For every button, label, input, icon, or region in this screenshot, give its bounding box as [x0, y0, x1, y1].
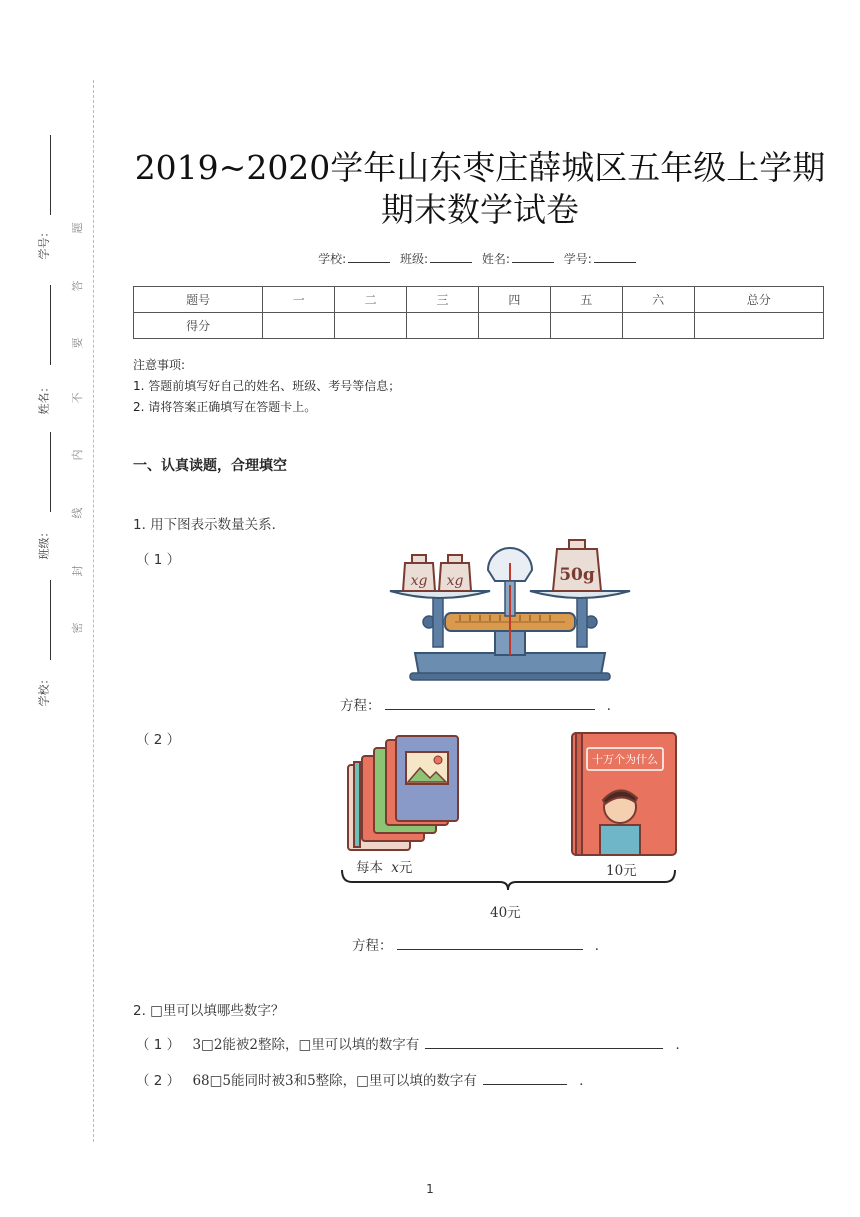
- score-header-cell: 二: [335, 287, 407, 313]
- school-field-label: 学校:: [318, 252, 347, 266]
- score-cell[interactable]: [694, 313, 823, 339]
- question-2-part2-end: ．: [579, 1073, 593, 1089]
- balance-scale-illustration: [385, 535, 635, 685]
- seal-word: 不: [71, 392, 84, 404]
- school-blank[interactable]: [348, 252, 390, 263]
- seal-line-text: [70, 180, 84, 660]
- score-table: [133, 286, 824, 339]
- score-header-cell: 五: [550, 287, 622, 313]
- page-number: 1: [426, 1182, 434, 1196]
- question-1-stem: 1. 用下图表示数量关系．: [133, 517, 286, 533]
- question-1-part2-label: （ 2 ）: [136, 732, 181, 748]
- binding-dashed-line: [93, 80, 94, 1142]
- score-cell[interactable]: [550, 313, 622, 339]
- books-variable: x: [391, 860, 399, 876]
- score-header-cell: 一: [263, 287, 335, 313]
- red-book-price: 10元: [606, 863, 637, 879]
- score-header-cell: 三: [407, 287, 479, 313]
- score-cell[interactable]: [478, 313, 550, 339]
- question-2-part1-label: （ 1 ）: [136, 1037, 181, 1053]
- class-label: 班级：: [37, 526, 51, 560]
- score-table-header-row: [134, 287, 824, 313]
- notes-heading: 注意事项:: [133, 358, 186, 372]
- equation-1-line: [340, 694, 620, 714]
- books-price-label: [356, 856, 412, 876]
- score-row-label: 得分: [134, 313, 263, 339]
- class-rule: [50, 432, 51, 512]
- name-label: 姓名：: [37, 381, 51, 415]
- score-header-cell: 总分: [694, 287, 823, 313]
- page-title-line1: 2019~2020学年山东枣庄薛城区五年级上学期: [134, 148, 826, 187]
- total-price: 40元: [490, 905, 521, 921]
- seal-word: 要: [71, 337, 84, 349]
- red-book-title: 十万个为什么: [592, 753, 658, 766]
- name-rule: [50, 285, 51, 365]
- equation-1-label: 方程：: [340, 698, 381, 714]
- score-cell[interactable]: [407, 313, 479, 339]
- question-2-part1-end: ．: [675, 1037, 690, 1053]
- right-weight-label: 50g: [559, 565, 595, 585]
- seal-word: 题: [71, 222, 84, 234]
- left-weight-label-1: xg: [410, 573, 428, 589]
- seal-word: 线: [71, 507, 84, 519]
- equation-2-blank[interactable]: [397, 937, 583, 950]
- equation-2-label: 方程：: [352, 938, 393, 954]
- class-field-label: 班级:: [400, 252, 429, 266]
- equation-2-end: ．: [594, 938, 609, 954]
- school-label: 学校：: [37, 673, 51, 707]
- class-blank[interactable]: [430, 252, 472, 263]
- score-table-row: [134, 313, 824, 339]
- question-2-part2: [136, 1069, 593, 1089]
- student-number-rule: [50, 135, 51, 215]
- notes-item: 2. 请将答案正确填写在答题卡上。: [133, 400, 317, 414]
- books-each-text: 每本: [356, 860, 383, 876]
- question-2-part1: [136, 1033, 689, 1053]
- seal-word: 封: [71, 565, 84, 577]
- score-header-cell: 题号: [134, 287, 263, 313]
- page-title-line2: 期末数学试卷: [381, 190, 579, 229]
- left-weight-label-2: xg: [446, 573, 464, 589]
- score-cell[interactable]: [335, 313, 407, 339]
- section-heading: 一、认真读题，合理填空: [133, 458, 287, 474]
- books-unit: 元: [398, 860, 413, 876]
- name-blank[interactable]: [512, 252, 554, 263]
- question-2-part1-blank[interactable]: [425, 1036, 663, 1049]
- school-rule: [50, 580, 51, 660]
- score-header-cell: 四: [478, 287, 550, 313]
- equation-1-end: ．: [606, 698, 621, 714]
- notes-block: [133, 355, 400, 418]
- score-header-cell: 六: [622, 287, 694, 313]
- student-info-line: [130, 250, 830, 267]
- equation-2-line: [352, 934, 608, 954]
- equation-1-blank[interactable]: [385, 697, 595, 710]
- score-cell[interactable]: [622, 313, 694, 339]
- seal-word: 内: [71, 449, 84, 461]
- number-blank[interactable]: [594, 252, 636, 263]
- number-field-label: 学号:: [563, 252, 592, 266]
- question-2-part2-text: 68□5能同时被3和5整除，□里可以填的数字有: [192, 1073, 477, 1089]
- question-2-part2-blank[interactable]: [483, 1072, 567, 1085]
- question-2-stem: 2. □里可以填哪些数字？: [133, 1003, 285, 1019]
- question-2-part1-text: 3□2能被2整除，□里可以填的数字有: [192, 1037, 420, 1053]
- notes-item: 1. 答题前填写好自己的姓名、班级、考号等信息；: [133, 379, 401, 393]
- seal-word: 答: [71, 280, 84, 292]
- name-field-label: 姓名:: [481, 252, 510, 266]
- score-cell[interactable]: [263, 313, 335, 339]
- question-1-part1-label: （ 1 ）: [136, 552, 181, 568]
- student-number-label: 学号：: [37, 226, 51, 260]
- seal-word: 密: [71, 622, 84, 634]
- question-2-part2-label: （ 2 ）: [136, 1073, 181, 1089]
